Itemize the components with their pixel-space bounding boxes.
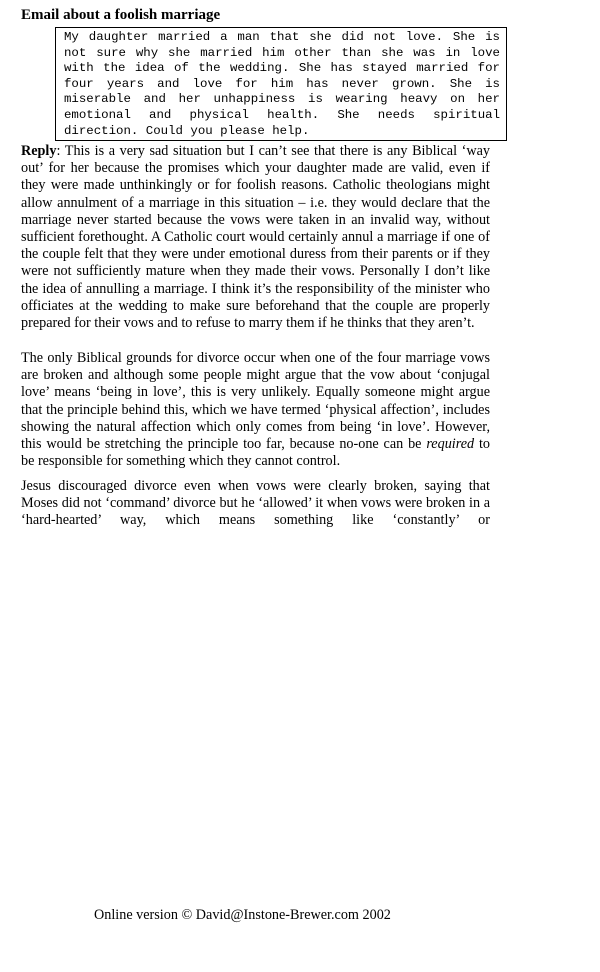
grounds-text-end: to be responsible for something which they cannot control.: [21, 436, 490, 470]
grounds-text-start: The only Biblical grounds for divorce occur when one of the four marriage vows are broken and although some people might argue that the vow about ‘conjugal love’ means ‘being in love’, this is very unlikely. Equally someone might argue that the principle behind this, which we have termed ‘physical affection’, includes showing the natural affection which only comes from being ‘in love’. However, this would be stretching the principle too far, because no-one can be: [21, 350, 490, 453]
document-title: Email about a foolish marriage: [21, 7, 221, 23]
email-quote-box: My daughter married a man that she did not love. She is not sure why she married him other than she was in love with the idea of the wedding. She has stayed married for four years and love for him has never grown. She is miserable and her unhappiness is wearing heavy on her emotional and physical health. She needs spiritual direction. Could you please help.: [55, 27, 507, 141]
reply-paragraph: [21, 143, 490, 332]
page-footer: Online version © David@Instone-Brewer.com 2002: [94, 907, 391, 923]
grounds-paragraph: [21, 350, 490, 470]
jesus-paragraph: Jesus discouraged divorce even when vows were clearly broken, saying that Moses did not ‘command’ divorce but he ‘allowed’ it when vows were broken in a ‘hard-hearted’ way, which means something like ‘constantly’ or: [21, 478, 490, 529]
reply-label: Reply: [21, 143, 57, 159]
reply-text: : This is a very sad situation but I can’t see that there is any Biblical ‘way out’ for her because the promises which your daughter made are valid, even if they were made unthinkingly or for foolish reasons. Catholic theologians might allow annulment of a marriage in this situation – i.e. they would declare that the marriage never started because the vows were taken in an invalid way, without sufficient forethought. A Catholic court would certainly annul a marriage if one of the couple felt that they were under emotional duress from their parents or if they were not sufficiently mature when they made their vows. Personally I don’t like the idea of annulling a marriage. I think it’s the responsibility of the minister who officiates at the wedding to make sure beforehand that the couple are properly prepared for their vows and to refuse to marry them if he thinks that they aren’t.: [21, 143, 490, 332]
emphasis-required: required: [426, 436, 475, 453]
